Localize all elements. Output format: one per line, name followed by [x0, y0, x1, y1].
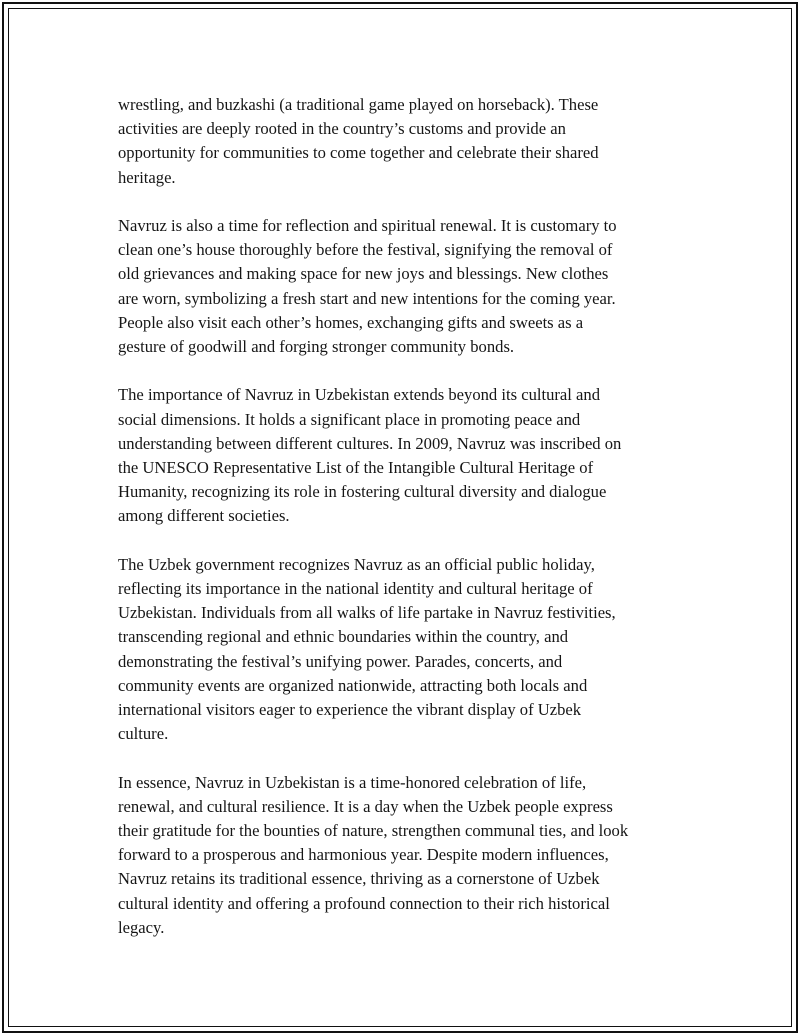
paragraph-spiritual-renewal: Navruz is also a time for reflection and spiritual renewal. It is customary to clean one’s house thoroughly before the festival, signifying the removal of old grievances and making space for new joys and blessings. New clothes are worn, symbolizing a fresh start and new intentions for the coming year. People also visit each other’s homes, exchanging gifts and sweets as a gesture of goodwill and forging stronger community bonds.: [118, 216, 617, 357]
paragraph-public-holiday: The Uzbek government recognizes Navruz as an official public holiday, reflecting its importance in the national identity and cultural heritage of Uzbekistan. Individuals from all walks of life partake in Navruz festivities, transcending regional and ethnic boundaries within the country, and demonstrating the festival’s unifying power. Parades, concerts, and community events are organized nationwide, attracting both locals and international visitors eager to experience the vibrant display of Uzbek culture.: [118, 554, 616, 744]
paragraph-conclusion: In essence, Navruz in Uzbekistan is a time-honored celebration of life, renewal, and cultural resilience. It is a day when the Uzbek people express their gratitude for the bounties of nature, strengthen communal ties, and look forward to a prosperous and harmonious year. Despite modern influences, Navruz retains its traditional essence, thriving as a cornerstone of Uzbek cultural identity and offering a profound connection to their rich historical legacy.: [118, 772, 629, 937]
document-body: [118, 93, 688, 964]
paragraph-unesco-importance: The importance of Navruz in Uzbekistan extends beyond its cultural and social dimensions. It holds a significant place in promoting peace and understanding between different cultures. In 2009, Navruz was inscribed on the UNESCO Representative List of the Intangible Cultural Heritage of Humanity, recognizing its role in fostering cultural diversity and dialogue among different societies.: [118, 385, 622, 526]
paragraph-traditional-games: wrestling, and buzkashi (a traditional game played on horseback). These activities are deeply rooted in the country’s customs and provide an opportunity for communities to come together and celebrate their shared heritage.: [118, 95, 599, 187]
